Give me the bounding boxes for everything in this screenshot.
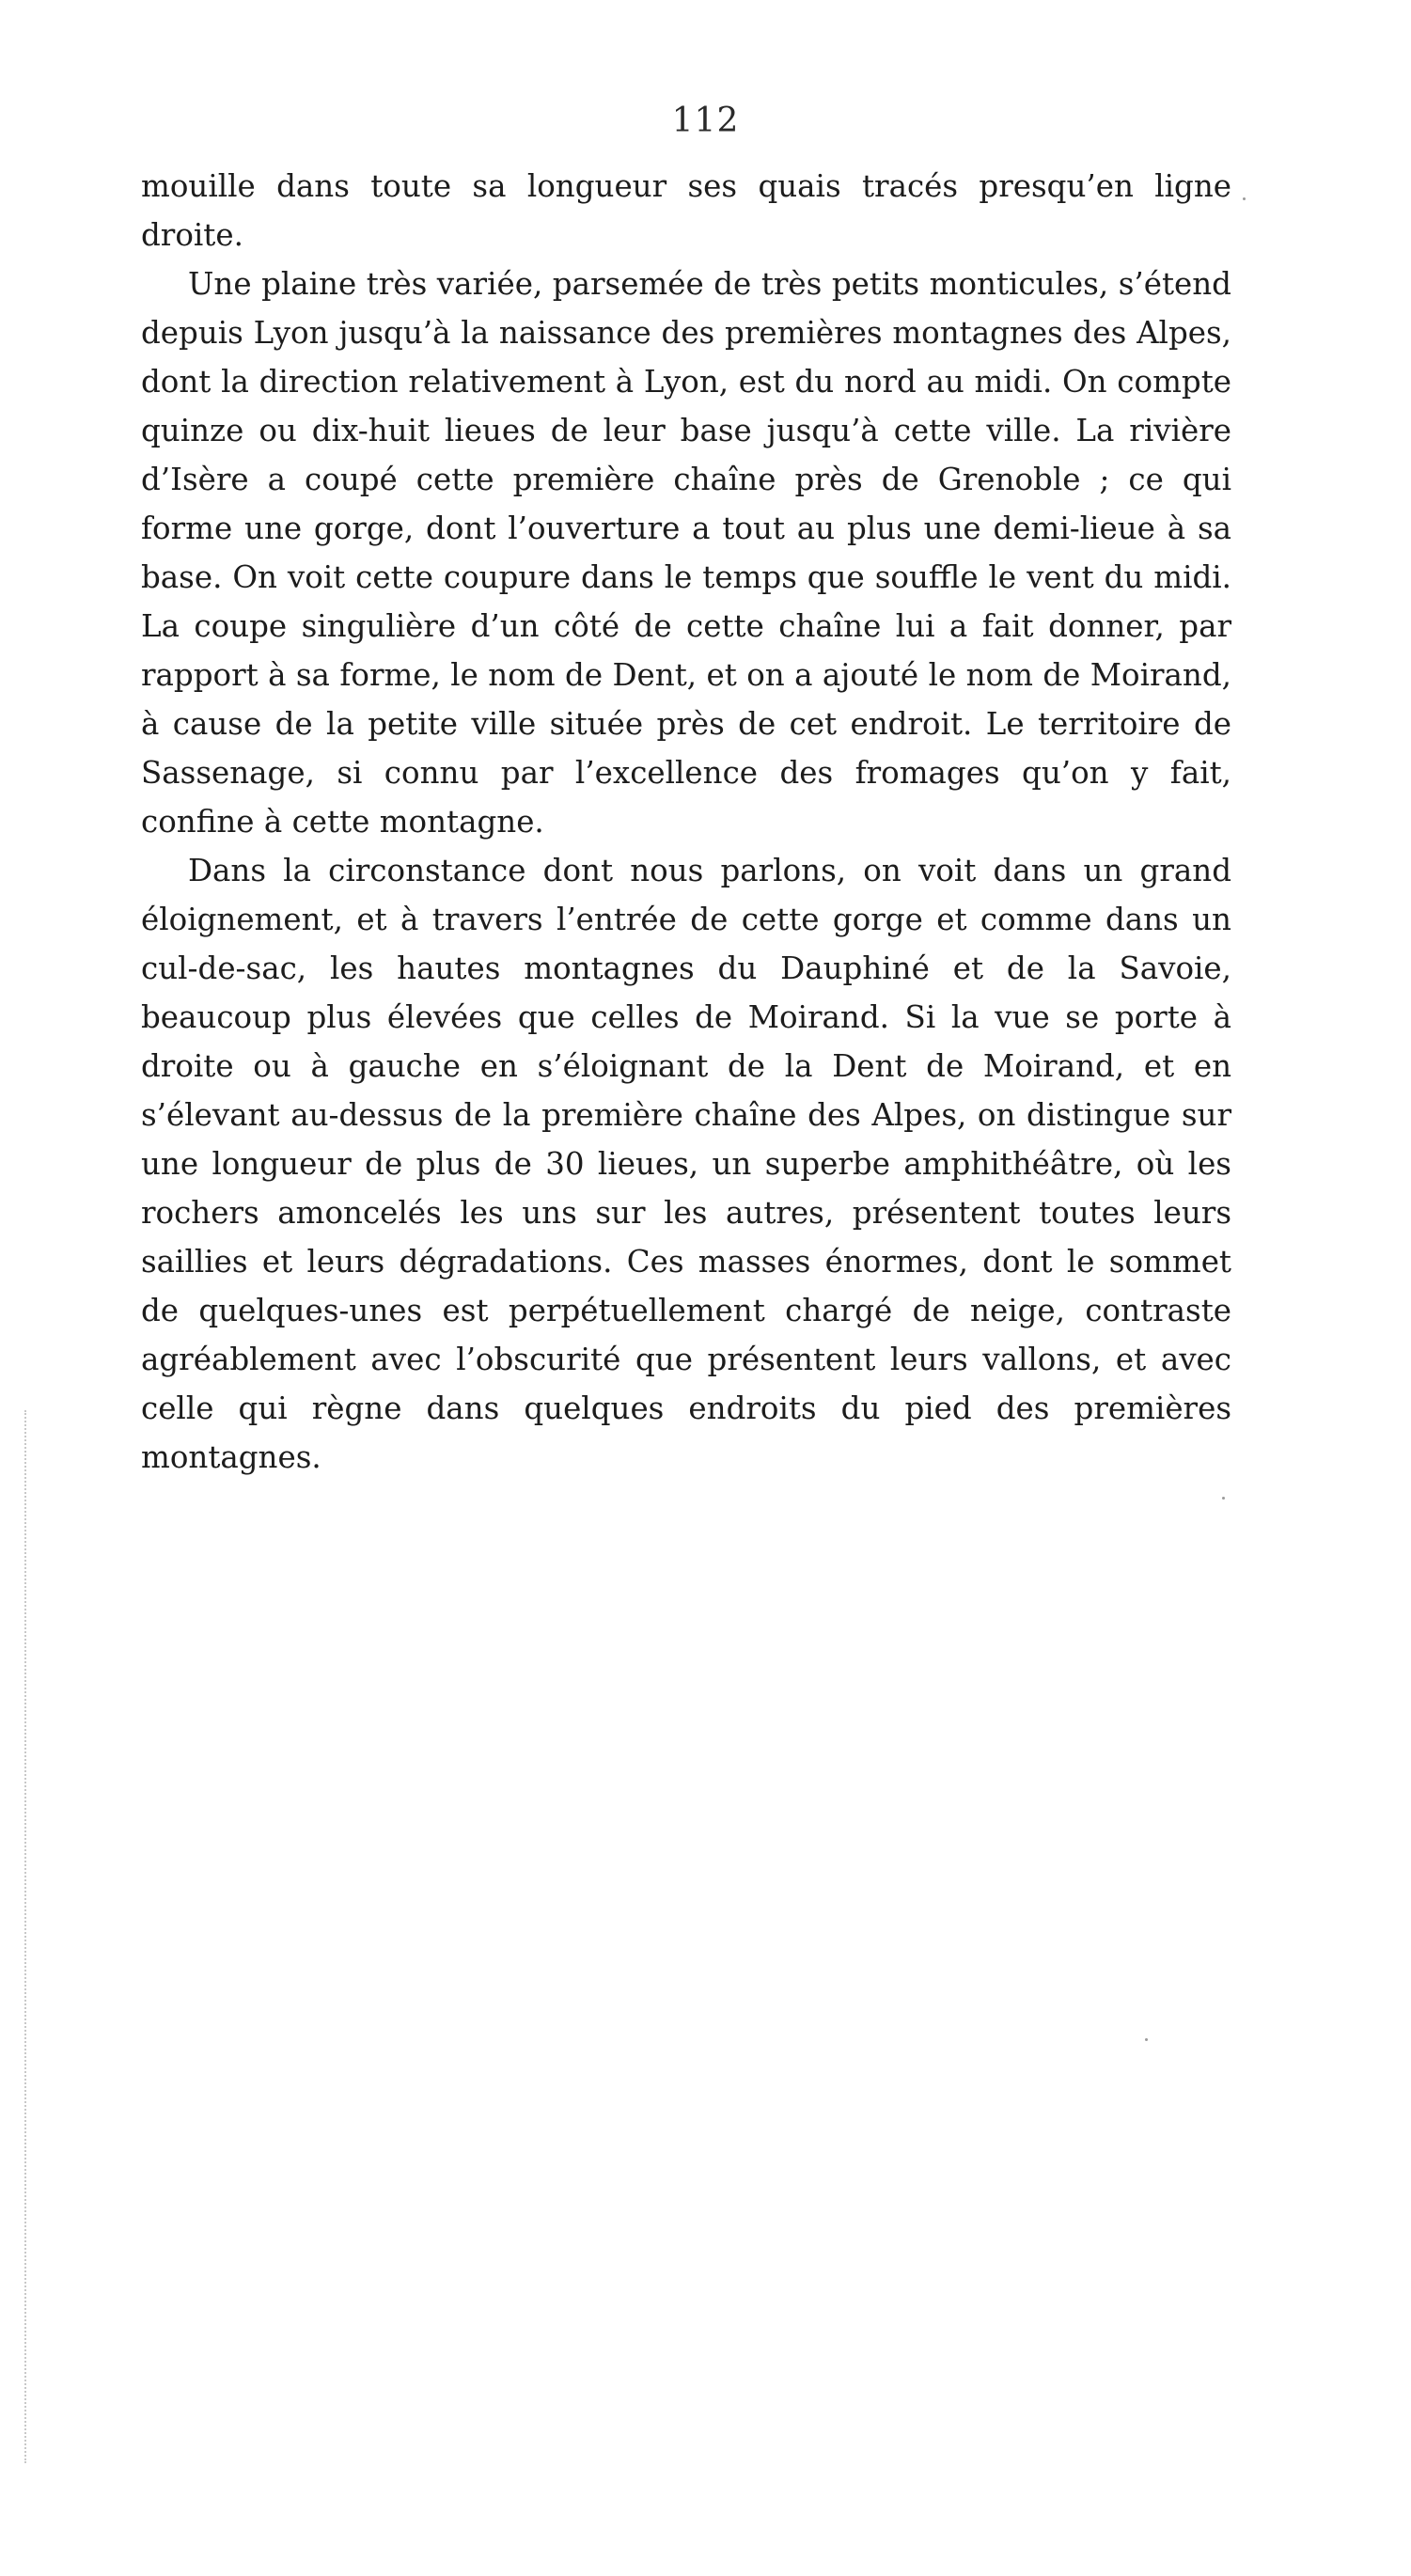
paragraph-continuation: mouille dans toute sa longueur ses quais tracés presqu’en ligne droite.	[141, 168, 1231, 253]
paragraph: Une plaine très variée, parsemée de très petits monticules, s’étend depuis Lyon jusqu’à la naissance des premières montagnes des Alpes, dont la direction relativement à Lyon, est du nord au midi. On compte quinze ou dix-huit lieues de leur base jusqu’à cette ville. La rivière d’Isère a coupé cette première chaîne près de Grenoble ; ce qui forme une gorge, dont l’ouverture a tout au plus une demi-lieue à sa base. On voit cette coupure dans le temps que souffle le vent du midi. La coupe singulière d’un côté de cette chaîne lui a fait donner, par rapport à sa forme, le nom de Dent, et on a ajouté le nom de Moirand, à cause de la petite ville située près de cet endroit. Le territoire de Sassenage, si connu par l’excellence des fromages qu’on y fait, confine à cette montagne.	[141, 266, 1231, 840]
margin-scan-artifact	[24, 1410, 30, 2463]
scan-speck	[1243, 197, 1246, 200]
scan-speck	[1145, 2038, 1148, 2041]
body-text	[141, 162, 1231, 1482]
paragraph: Dans la circonstance dont nous parlons, on voit dans un grand éloignement, et à travers l’entrée de cette gorge et comme dans un cul-de-sac, les hautes montagnes du Dauphiné et de la Savoie, beaucoup plus élevées que celles de Moirand. Si la vue se porte à droite ou à gauche en s’éloignant de la Dent de Moirand, et en s’élevant au-dessus de la première chaîne des Alpes, on distingue sur une longueur de plus de 30 lieues, un superbe amphithéâtre, où les rochers amoncelés les uns sur les autres, présentent toutes leurs saillies et leurs dégradations. Ces masses énormes, dont le sommet de quelques-unes est perpétuellement chargé de neige, contraste agréablement avec l’obscurité que présentent leurs vallons, et avec celle qui règne dans quelques endroits du pied des premières montagnes.	[141, 853, 1231, 1475]
scan-speck	[1222, 1497, 1225, 1500]
page-number: 112	[671, 102, 740, 140]
